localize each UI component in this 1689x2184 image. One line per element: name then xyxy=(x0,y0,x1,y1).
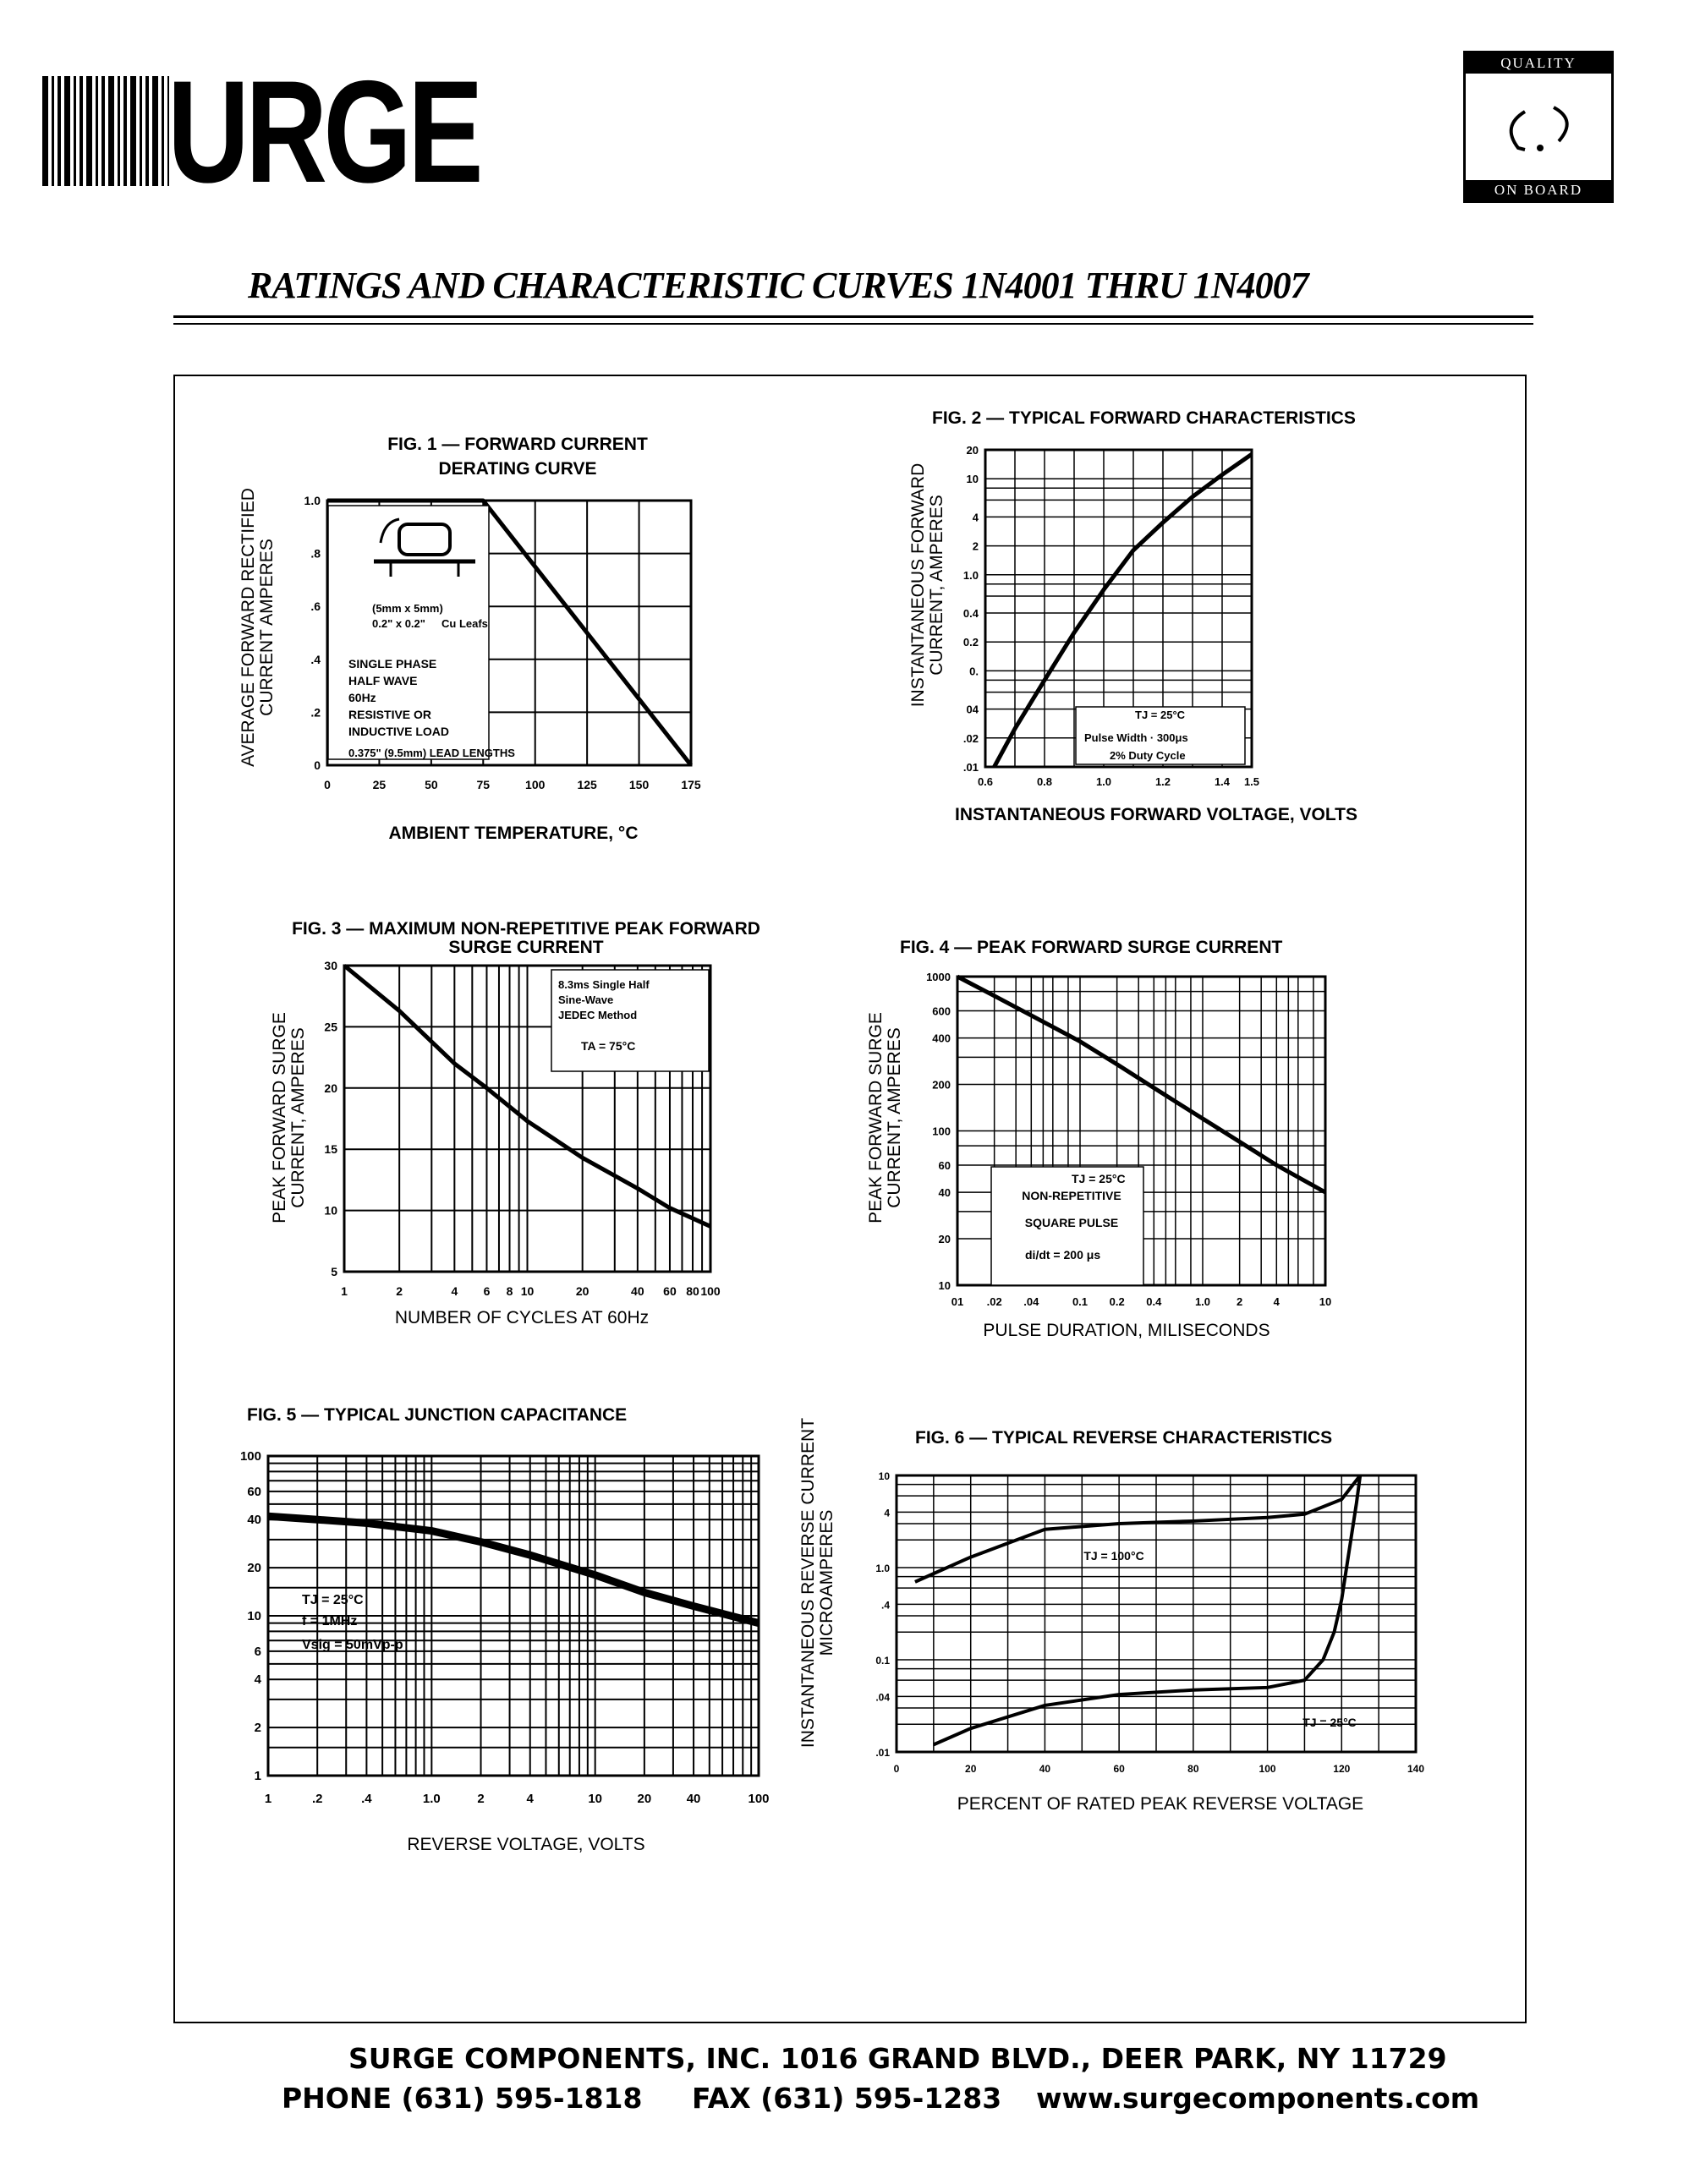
x-tick-label: 50 xyxy=(425,778,438,791)
annotation-text: 8.3ms Single Half xyxy=(558,978,650,991)
x-tick-label: 10 xyxy=(1319,1295,1332,1308)
x-tick-label: .2 xyxy=(311,1792,323,1806)
x-tick-label: 125 xyxy=(577,778,597,791)
x-tick-label: 60 xyxy=(663,1284,677,1298)
y-tick-label: 1000 xyxy=(926,971,951,983)
y-tick-label: .04 xyxy=(875,1691,890,1704)
chart-title: FIG. 2 — TYPICAL FORWARD CHARACTERISTICS xyxy=(932,408,1356,428)
footer-website[interactable]: www.surgecomponents.com xyxy=(1036,2082,1480,2115)
y-tick-label: 2 xyxy=(972,539,979,553)
annotation-text: TJ = 25°C xyxy=(1072,1172,1126,1185)
y-tick-label: 20 xyxy=(938,1233,951,1246)
y-axis-label: PEAK FORWARD SURGE xyxy=(866,1012,886,1223)
x-tick-label: 100 xyxy=(525,778,546,791)
y-tick-label: 25 xyxy=(324,1020,337,1034)
x-tick-label: 4 xyxy=(526,1792,534,1806)
y-tick-label: .4 xyxy=(310,652,321,666)
component-body xyxy=(399,524,450,555)
x-tick-label: 60 xyxy=(1113,1763,1125,1775)
annotation-text: Cu Leafs xyxy=(441,617,488,630)
y-axis-label: INSTANTANEOUS REVERSE CURRENT xyxy=(798,1417,818,1749)
y-tick-label: 100 xyxy=(932,1125,951,1138)
y-tick-label: .02 xyxy=(962,731,979,745)
x-tick-label: 100 xyxy=(700,1284,721,1298)
x-tick-label: 10 xyxy=(588,1792,603,1806)
annotation-text: INDUCTIVE LOAD xyxy=(348,725,449,738)
x-tick-label: 0.2 xyxy=(1109,1295,1125,1308)
y-tick-label: 10 xyxy=(878,1470,890,1482)
x-axis-label: REVERSE VOLTAGE, VOLTS xyxy=(407,1835,645,1854)
footer-fax: FAX (631) 595-1283 xyxy=(692,2082,1002,2115)
y-tick-label: 40 xyxy=(247,1513,261,1528)
chart-title: SURGE CURRENT xyxy=(448,938,604,957)
y-axis-label: CURRENT AMPERES xyxy=(257,539,277,716)
chart-title: FIG. 4 — PEAK FORWARD SURGE CURRENT xyxy=(900,938,1283,957)
chart-fig1 xyxy=(239,435,701,843)
x-tick-label: 175 xyxy=(681,778,701,791)
y-tick-label: .2 xyxy=(310,705,321,720)
quality-badge xyxy=(1463,51,1614,203)
chart-title: FIG. 5 — TYPICAL JUNCTION CAPACITANCE xyxy=(247,1405,628,1425)
x-tick-label: 150 xyxy=(628,778,650,791)
x-tick-label: 40 xyxy=(631,1284,644,1298)
y-axis-label: PEAK FORWARD SURGE xyxy=(270,1012,289,1223)
x-tick-label: 0 xyxy=(893,1763,900,1775)
x-tick-label: 1.0 xyxy=(1194,1295,1211,1308)
y-tick-label: 15 xyxy=(324,1142,337,1157)
y-tick-label: 5 xyxy=(331,1265,337,1278)
annotation-text: JEDEC Method xyxy=(558,1009,638,1021)
quality-badge-symbol xyxy=(1466,74,1611,180)
annotation-text: f = 1MHz xyxy=(302,1614,358,1628)
series-label: TJ = 100°C xyxy=(1083,1549,1144,1563)
annotation-text: 0.2" x 0.2" xyxy=(372,617,425,630)
annotation-text: Sine-Wave xyxy=(558,993,614,1006)
logo-text: URGE xyxy=(167,51,480,213)
chart-fig4 xyxy=(866,938,1331,1340)
y-tick-label: 60 xyxy=(938,1158,951,1172)
x-tick-label: 120 xyxy=(1333,1763,1351,1775)
y-tick-label: 600 xyxy=(932,1004,951,1018)
annotation-text: 60Hz xyxy=(348,691,376,704)
x-tick-label: 2 xyxy=(1237,1295,1243,1308)
y-tick-label: 30 xyxy=(324,959,337,972)
x-tick-label: 20 xyxy=(965,1763,977,1775)
x-tick-label: 0.8 xyxy=(1036,775,1053,788)
chart-fig3 xyxy=(270,919,760,1327)
footer-phone: PHONE (631) 595-1818 xyxy=(282,2082,643,2115)
y-tick-label: 4 xyxy=(254,1672,261,1688)
x-axis-label: INSTANTANEOUS FORWARD VOLTAGE, VOLTS xyxy=(955,805,1357,824)
x-tick-label: 1 xyxy=(341,1284,348,1298)
y-tick-label: .01 xyxy=(962,761,979,774)
x-tick-label: .4 xyxy=(361,1792,372,1806)
x-tick-label: 140 xyxy=(1407,1763,1425,1775)
x-tick-label: 2 xyxy=(477,1792,485,1806)
annotation-text: NON-REPETITIVE xyxy=(1022,1189,1121,1202)
chart-title: DERATING CURVE xyxy=(438,459,597,479)
y-tick-label: 0. xyxy=(969,665,979,678)
x-tick-label: 1.2 xyxy=(1154,775,1171,788)
x-tick-label: 10 xyxy=(520,1284,535,1298)
annotation-text: 2% Duty Cycle xyxy=(1110,749,1186,762)
y-tick-label: 1 xyxy=(254,1769,261,1783)
data-series-line xyxy=(915,1475,1360,1582)
y-tick-label: 0.1 xyxy=(875,1655,890,1667)
annotation-text: HALF WAVE xyxy=(348,674,418,687)
y-tick-label: 60 xyxy=(247,1484,261,1499)
y-tick-label: 1.0 xyxy=(875,1563,890,1574)
chart-title: FIG. 6 — TYPICAL REVERSE CHARACTERISTICS xyxy=(915,1428,1333,1448)
x-tick-label: 01 xyxy=(951,1295,964,1308)
x-tick-label: 100 xyxy=(748,1792,770,1806)
y-axis-label: CURRENT, AMPERES xyxy=(927,495,946,676)
y-tick-label: 10 xyxy=(966,473,979,486)
title-rule-top xyxy=(173,315,1533,318)
title-rule-bottom xyxy=(173,323,1533,325)
x-tick-label: 1.0 xyxy=(422,1792,441,1806)
x-tick-label: 1.4 xyxy=(1214,775,1231,788)
x-tick-label: 40 xyxy=(686,1792,701,1806)
x-tick-label: 20 xyxy=(637,1792,652,1806)
x-tick-label: 0 xyxy=(324,778,331,791)
x-tick-label: 1.5 xyxy=(1243,775,1260,788)
charts-panel xyxy=(173,375,1527,2023)
x-tick-label: 6 xyxy=(483,1284,491,1298)
x-tick-label: 25 xyxy=(372,778,387,791)
x-tick-label: .04 xyxy=(1023,1295,1039,1308)
y-tick-label: 4 xyxy=(972,511,979,524)
footer-address: SURGE COMPONENTS, INC. 1016 GRAND BLVD., DEER PARK, NY 11729 xyxy=(348,2042,1447,2075)
y-tick-label: 10 xyxy=(247,1609,261,1623)
quality-badge-bottom: ON BOARD xyxy=(1466,180,1611,200)
x-tick-label: 100 xyxy=(1259,1763,1276,1775)
x-axis-label: PULSE DURATION, MILISECONDS xyxy=(983,1321,1270,1340)
annotation-text: (5mm x 5mm) xyxy=(372,602,443,615)
charts-canvas xyxy=(175,376,1525,2022)
y-axis-label: INSTANTANEOUS FORWARD xyxy=(908,463,928,708)
annotation-text: SINGLE PHASE xyxy=(348,657,437,671)
annotation-text: 0.375" (9.5mm) LEAD LENGTHS xyxy=(348,747,515,759)
x-tick-label: 0.4 xyxy=(1146,1295,1162,1308)
annotation-text: di/dt = 200 μs xyxy=(1025,1248,1101,1262)
y-tick-label: 6 xyxy=(254,1644,261,1659)
y-tick-label: .01 xyxy=(875,1747,890,1759)
y-tick-label: 0 xyxy=(314,758,321,772)
annotation-text: SQUARE PULSE xyxy=(1024,1216,1119,1229)
y-tick-label: 400 xyxy=(932,1032,951,1045)
x-tick-label: 1 xyxy=(264,1792,272,1806)
x-tick-label: 0.1 xyxy=(1072,1295,1089,1308)
y-tick-label: 10 xyxy=(324,1203,337,1218)
x-axis-label: AMBIENT TEMPERATURE, °C xyxy=(388,824,639,843)
y-axis-label: AVERAGE FORWARD RECTIFIED xyxy=(239,488,258,767)
x-axis-label: PERCENT OF RATED PEAK REVERSE VOLTAGE xyxy=(957,1794,1364,1814)
annotation-text: Vsig = 50mVp-p xyxy=(302,1638,403,1652)
chart-title: FIG. 1 — FORWARD CURRENT xyxy=(387,435,648,454)
annotation-text: Pulse Width · 300μs xyxy=(1084,731,1188,744)
y-tick-label: 20 xyxy=(966,444,979,457)
x-tick-label: 8 xyxy=(506,1284,513,1298)
x-tick-label: 20 xyxy=(575,1284,590,1298)
annotation-text: TJ = 25°C xyxy=(302,1593,364,1607)
y-tick-label: 200 xyxy=(932,1078,951,1092)
annotation-text: RESISTIVE OR xyxy=(348,708,432,721)
y-tick-label: .8 xyxy=(310,546,321,561)
x-tick-label: 75 xyxy=(476,778,491,791)
y-tick-label: 4 xyxy=(884,1507,890,1519)
x-axis-label: NUMBER OF CYCLES AT 60Hz xyxy=(394,1308,650,1327)
y-tick-label: .4 xyxy=(880,1599,890,1612)
x-tick-label: 80 xyxy=(1187,1763,1199,1775)
y-tick-label: 20 xyxy=(247,1561,261,1576)
y-tick-label: 1.0 xyxy=(304,494,321,507)
annotation-text: TJ = 25°C xyxy=(1135,709,1186,721)
y-tick-label: .6 xyxy=(310,599,321,614)
quality-badge-top: QUALITY xyxy=(1466,53,1611,74)
y-tick-label: 04 xyxy=(966,703,979,716)
chart-fig6 xyxy=(798,1418,1424,1814)
y-tick-label: 20 xyxy=(324,1081,337,1095)
x-tick-label: .02 xyxy=(986,1295,1002,1308)
logo-bars xyxy=(42,76,169,186)
x-tick-label: 4 xyxy=(451,1284,458,1298)
x-tick-label: 4 xyxy=(1273,1295,1280,1308)
x-tick-label: 40 xyxy=(1039,1763,1051,1775)
y-tick-label: 10 xyxy=(938,1279,951,1292)
y-tick-label: 40 xyxy=(938,1186,951,1200)
y-tick-label: 1.0 xyxy=(962,568,979,582)
y-tick-label: 100 xyxy=(239,1449,261,1464)
annotation-text: TA = 75°C xyxy=(581,1039,636,1053)
x-tick-label: 1.0 xyxy=(1095,775,1112,788)
y-axis-label: MICROAMPERES xyxy=(817,1509,836,1656)
x-tick-label: 0.6 xyxy=(977,775,994,788)
chart-fig5 xyxy=(240,1405,770,1854)
y-tick-label: 2 xyxy=(254,1721,261,1736)
y-tick-label: 0.2 xyxy=(962,636,979,649)
series-label: TJ = 25°C xyxy=(1302,1716,1357,1729)
chart-title: FIG. 3 — MAXIMUM NON-REPETITIVE PEAK FORWARD xyxy=(292,919,760,939)
chart-fig2 xyxy=(908,408,1357,824)
y-axis-label: CURRENT, AMPERES xyxy=(288,1027,308,1208)
x-tick-label: 80 xyxy=(686,1284,699,1298)
page-title: RATINGS AND CHARACTERISTIC CURVES 1N4001 THRU 1N4007 xyxy=(248,265,1308,306)
y-tick-label: 0.4 xyxy=(962,607,979,621)
y-axis-label: CURRENT, AMPERES xyxy=(885,1027,904,1208)
x-tick-label: 2 xyxy=(396,1284,403,1298)
